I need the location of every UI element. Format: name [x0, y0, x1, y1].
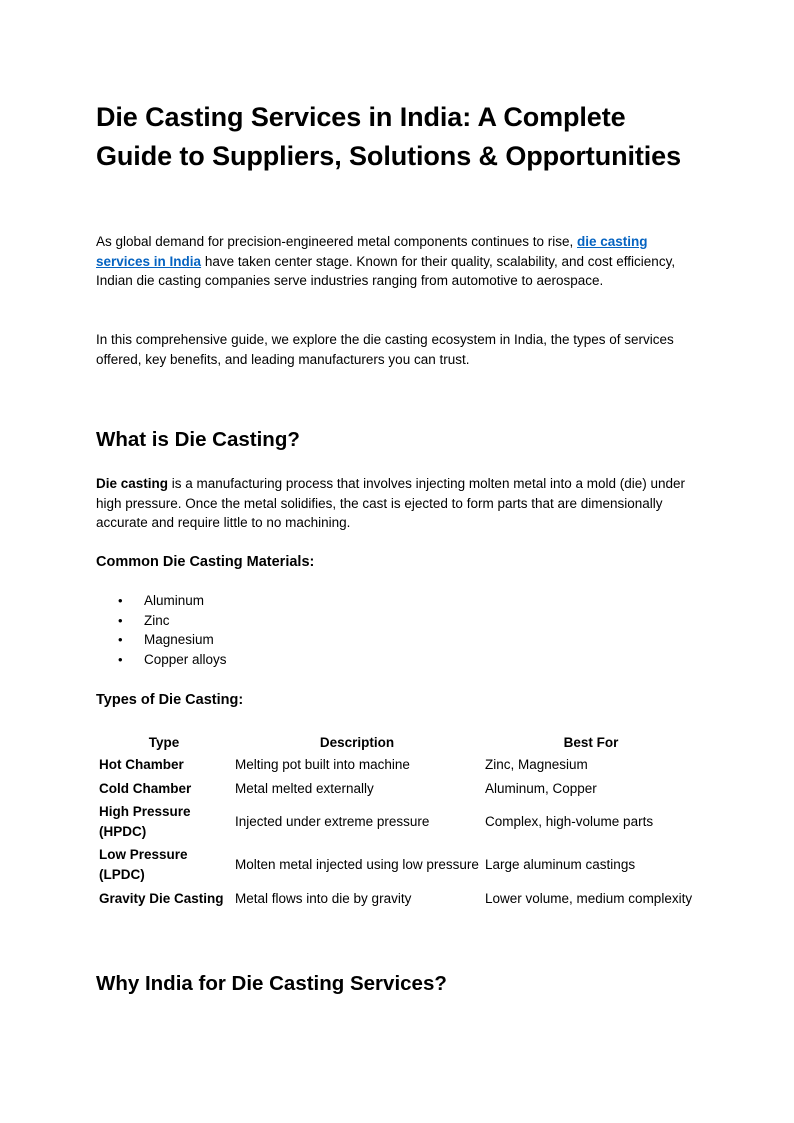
type-cell: High Pressure (HPDC): [99, 804, 191, 839]
bullet-icon: •: [118, 593, 123, 608]
document-title: Die Casting Services in India: A Complete Guide to Suppliers, Solutions & Opportunities: [96, 102, 682, 171]
table-row: [96, 801, 700, 844]
type-cell: Gravity Die Casting: [99, 890, 224, 906]
intro-text-before-link: As global demand for precision-engineered metal components continues to rise,: [96, 234, 578, 249]
section-heading-what-is-die-casting: What is Die Casting?: [96, 428, 300, 451]
intro-paragraph: [96, 232, 700, 291]
definition-paragraph: [96, 474, 700, 533]
table-row: [96, 778, 700, 802]
definition-text: is a manufacturing process that involves injecting molten metal into a mold (die) under high pressure. Once the metal solidifies, the cast is ejected to form parts that are dimensionally accurate and require little to no machining.: [96, 476, 686, 531]
description-cell: Molten metal injected using low pressure: [235, 857, 479, 873]
material-label: Magnesium: [144, 632, 214, 648]
best-for-cell: Aluminum, Copper: [485, 780, 597, 796]
table-row: [96, 844, 700, 887]
description-cell: Metal melted externally: [235, 780, 374, 796]
best-for-cell: Zinc, Magnesium: [485, 757, 588, 772]
types-heading: Types of Die Casting:: [96, 692, 244, 708]
material-label: Aluminum: [144, 593, 205, 608]
type-cell: Hot Chamber: [99, 757, 184, 772]
section-heading-why-india: Why India for Die Casting Services?: [96, 972, 447, 995]
column-header-description: Description: [319, 734, 395, 750]
description-cell: Injected under extreme pressure: [235, 813, 430, 829]
list-item: [96, 591, 227, 611]
material-label: Zinc: [144, 612, 170, 628]
material-label: Copper alloys: [144, 651, 227, 667]
best-for-cell: Lower volume, medium complexity: [485, 890, 693, 906]
bullet-icon: •: [118, 612, 123, 628]
type-cell: Low Pressure (LPDC): [99, 847, 188, 882]
best-for-cell: Large aluminum castings: [485, 857, 636, 873]
materials-heading: Common Die Casting Materials:: [96, 554, 315, 570]
column-header-type: Type: [148, 734, 180, 750]
list-item: [96, 630, 227, 650]
list-item: [96, 611, 227, 631]
definition-term: Die casting: [96, 476, 169, 491]
die-casting-services-link[interactable]: die casting services in India: [96, 234, 648, 269]
bullet-icon: •: [118, 651, 123, 667]
column-header-best-for: Best For: [563, 734, 619, 750]
description-cell: Metal flows into die by gravity: [235, 890, 412, 906]
table-row: [96, 754, 700, 778]
intro-paragraph-2: In this comprehensive guide, we explore the die casting ecosystem in India, the types of services offered, key benefits, and leading manufacturers you can trust.: [96, 332, 674, 367]
die-casting-types-table: [96, 731, 700, 911]
best-for-cell: Complex, high-volume parts: [485, 813, 654, 829]
intro-text-after-link: have taken center stage. Known for their quality, scalability, and cost efficiency, Indian die casting companies serve industries ranging from automotive to aerospace.: [96, 253, 676, 289]
bullet-icon: •: [118, 632, 123, 648]
table-row: [96, 888, 700, 912]
materials-list: [96, 591, 227, 669]
type-cell: Cold Chamber: [99, 780, 192, 796]
list-item: [96, 650, 227, 670]
table-header-row: [96, 731, 700, 754]
description-cell: Melting pot built into machine: [235, 757, 410, 772]
